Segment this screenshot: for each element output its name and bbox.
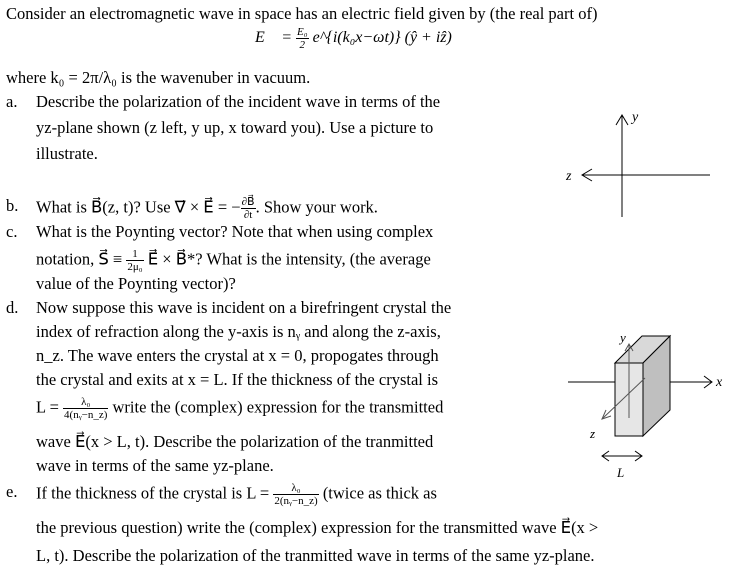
main-equation [255, 26, 452, 51]
part-e-before: If the thickness of the crystal is L = [36, 483, 270, 503]
part-e-frac-num: λ₀ [273, 482, 318, 495]
part-a-line-1: Describe the polarization of the incident wave in terms of the [36, 92, 441, 111]
part-e-label: e. [6, 482, 18, 501]
part-c-line-3: value of the Poynting vector)? [36, 274, 236, 293]
part-e-line-3: L, t). Describe the polarization of the tranmitted wave in terms of the same yz-plane. [36, 546, 595, 565]
part-c-after: E⃗ × B⃗*? What is the intensity, (the average [147, 249, 431, 269]
equation-rhs: e^{i(k₀x−ωt)} (ŷ + iẑ) [312, 29, 452, 47]
where-line: where k₀ = 2π/λ₀ is the wavenuber in vacuum. [6, 68, 311, 87]
part-c-line-1: What is the Poynting vector? Note that when using complex [36, 222, 434, 241]
part-d-fraction [63, 396, 108, 421]
part-b-frac-num: ∂B⃗ [241, 196, 255, 208]
y-axis-label: y [632, 110, 639, 125]
part-d-frac-num: λ₀ [63, 396, 108, 409]
part-d-label: d. [6, 298, 19, 317]
part-e-line-1 [36, 482, 437, 507]
part-e-line-2: the previous question) write the (complex) expression for the transmitted wave E⃗(x > [36, 518, 599, 537]
equation-frac-den: 2 [299, 39, 306, 51]
part-e-frac-den: 2(nᵧ−n_z) [274, 495, 318, 507]
part-c-before: notation, S⃗ ≡ [36, 249, 123, 269]
part-a-line-2: yz-plane shown (z left, y up, x toward you). Use a picture to [36, 118, 434, 137]
part-c-label: c. [6, 222, 18, 241]
part-c-line-2 [36, 248, 431, 273]
part-d-l-before: L = [36, 397, 59, 417]
intro-text: Consider an electromagnetic wave in space has an electric field given by (the real part of) [6, 4, 598, 23]
crystal-y-label: y [620, 330, 626, 345]
thickness-label: L [617, 465, 625, 480]
equation-lhs: E⃗ = [255, 29, 293, 47]
part-d-line-6: wave E⃗(x > L, t). Describe the polarization of the tranmitted [36, 432, 434, 451]
part-d-line-5 [36, 396, 443, 421]
part-b-label: b. [6, 196, 19, 215]
part-d-line-4: the crystal and exits at x = L. If the thickness of the crystal is [36, 370, 438, 389]
part-b-before: What is B⃗(z, t)? Use ∇⃗ × E⃗ = − [36, 197, 241, 217]
part-b-after: . Show your work. [255, 197, 378, 217]
crystal-z-label: z [590, 426, 596, 441]
part-d-line-2: index of refraction along the y-axis is nᵧ and along the z-axis, [36, 322, 441, 341]
crystal-diagram [560, 318, 730, 488]
part-e-after: (twice as thick as [322, 483, 437, 503]
part-a-label: a. [6, 92, 18, 111]
part-d-line-7: wave in terms of the same yz-plane. [36, 456, 274, 475]
yz-axes-diagram [560, 105, 730, 220]
part-c-frac-den: 2μ₀ [127, 261, 143, 273]
part-d-frac-den: 4(nᵧ−n_z) [64, 409, 108, 421]
part-d-line-1: Now suppose this wave is incident on a birefringent crystal the [36, 298, 452, 317]
part-d-l-after: write the (complex) expression for the transmitted [112, 397, 444, 417]
part-c-fraction [126, 248, 143, 273]
equation-fraction [296, 26, 309, 51]
part-d-line-3: n_z. The wave enters the crystal at x = 0, propogates through [36, 346, 439, 365]
part-c-frac-num: 1 [126, 248, 143, 261]
z-axis-label: z [566, 169, 572, 184]
part-b-frac-den: ∂t [243, 209, 253, 221]
crystal-x-label: x [716, 375, 723, 390]
part-b-text [36, 196, 378, 221]
part-b-fraction [241, 196, 256, 221]
part-e-fraction [273, 482, 318, 507]
part-a-line-3: illustrate. [36, 144, 98, 163]
equation-frac-num: E₀ [297, 26, 308, 38]
